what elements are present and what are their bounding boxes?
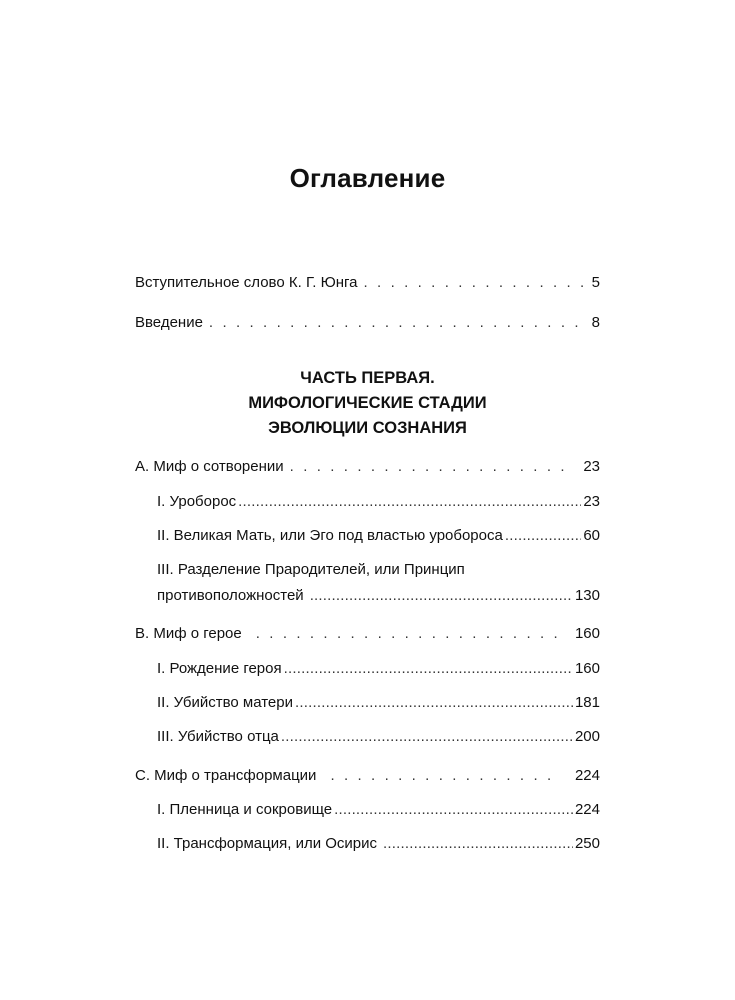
toc-chapter-page: 250 — [574, 835, 600, 852]
toc-chapter-label: II. Трансформация, или Осирис — [157, 835, 378, 852]
toc-section-label: A. Миф о сотворении — [135, 458, 284, 475]
toc-section-a[interactable] — [135, 457, 600, 477]
toc-chapter-page: 23 — [583, 493, 600, 510]
toc-entry-introduction[interactable] — [135, 313, 600, 333]
toc-chapter-label: противоположностей — [157, 587, 304, 604]
toc-chapter-page: 60 — [583, 527, 600, 544]
toc-chapter-b2[interactable] — [157, 693, 600, 713]
toc-chapter-page: 130 — [574, 587, 600, 604]
toc-chapter-label: I. Пленница и сокровище — [157, 801, 333, 818]
toc-chapter-c1[interactable] — [157, 800, 600, 820]
toc-chapter-label: I. Уроборос — [157, 493, 237, 510]
toc-entry-label: Вступительное слово К. Г. Юнга — [135, 274, 358, 291]
part-heading-line: ЭВОЛЮЦИИ СОЗНАНИЯ — [268, 419, 467, 437]
toc-chapter-label: II. Убийство матери — [157, 694, 293, 711]
toc-section-label: B. Миф о герое — [135, 625, 242, 642]
toc-chapter-label: I. Рождение героя — [157, 660, 282, 677]
toc-chapter-b3[interactable] — [157, 727, 600, 747]
toc-section-page: 160 — [574, 625, 600, 642]
dot-leader — [256, 624, 561, 644]
toc-section-c[interactable] — [135, 766, 600, 786]
toc-chapter-page: 181 — [574, 694, 600, 711]
toc-chapter-page: 224 — [574, 801, 600, 818]
part-heading — [0, 366, 735, 441]
toc-chapter-label: III. Убийство отца — [157, 728, 279, 745]
dot-leader — [330, 766, 561, 786]
part-heading-line: МИФОЛОГИЧЕСКИЕ СТАДИИ — [248, 394, 487, 412]
dot-leader — [238, 492, 581, 512]
dot-leader — [364, 273, 588, 293]
dot-leader — [284, 659, 573, 679]
dot-leader — [310, 586, 573, 606]
dot-leader — [290, 457, 570, 477]
dot-leader — [209, 313, 588, 333]
toc-section-page: 224 — [574, 767, 600, 784]
dot-leader — [505, 526, 581, 546]
toc-section-label: C. Миф о трансформации — [135, 767, 317, 784]
toc-chapter-a2[interactable] — [157, 526, 600, 546]
toc-section-page: 23 — [583, 458, 600, 475]
toc-chapter-page: 200 — [574, 728, 600, 745]
page-title: Оглавление — [289, 163, 446, 193]
toc-chapter-a3-line1: III. Разделение Прародителей, или Принцип — [157, 561, 465, 578]
toc-entry-page: 5 — [591, 274, 600, 291]
dot-leader — [334, 800, 573, 820]
toc-chapter-b1[interactable] — [157, 659, 600, 679]
toc-section-b[interactable] — [135, 624, 600, 644]
toc-chapter-a3[interactable] — [157, 586, 600, 606]
toc-chapter-page: 160 — [574, 660, 600, 677]
dot-leader — [295, 693, 573, 713]
toc-chapter-c2[interactable] — [157, 834, 600, 854]
part-heading-line: ЧАСТЬ ПЕРВАЯ. — [300, 369, 435, 387]
toc-chapter-label: II. Великая Мать, или Эго под властью уробороса — [157, 527, 503, 544]
dot-leader — [383, 834, 573, 854]
toc-entry-foreword[interactable] — [135, 273, 600, 293]
toc-entry-label: Введение — [135, 314, 203, 331]
dot-leader — [281, 727, 573, 747]
toc-entry-page: 8 — [591, 314, 600, 331]
toc-chapter-a1[interactable] — [157, 492, 600, 512]
